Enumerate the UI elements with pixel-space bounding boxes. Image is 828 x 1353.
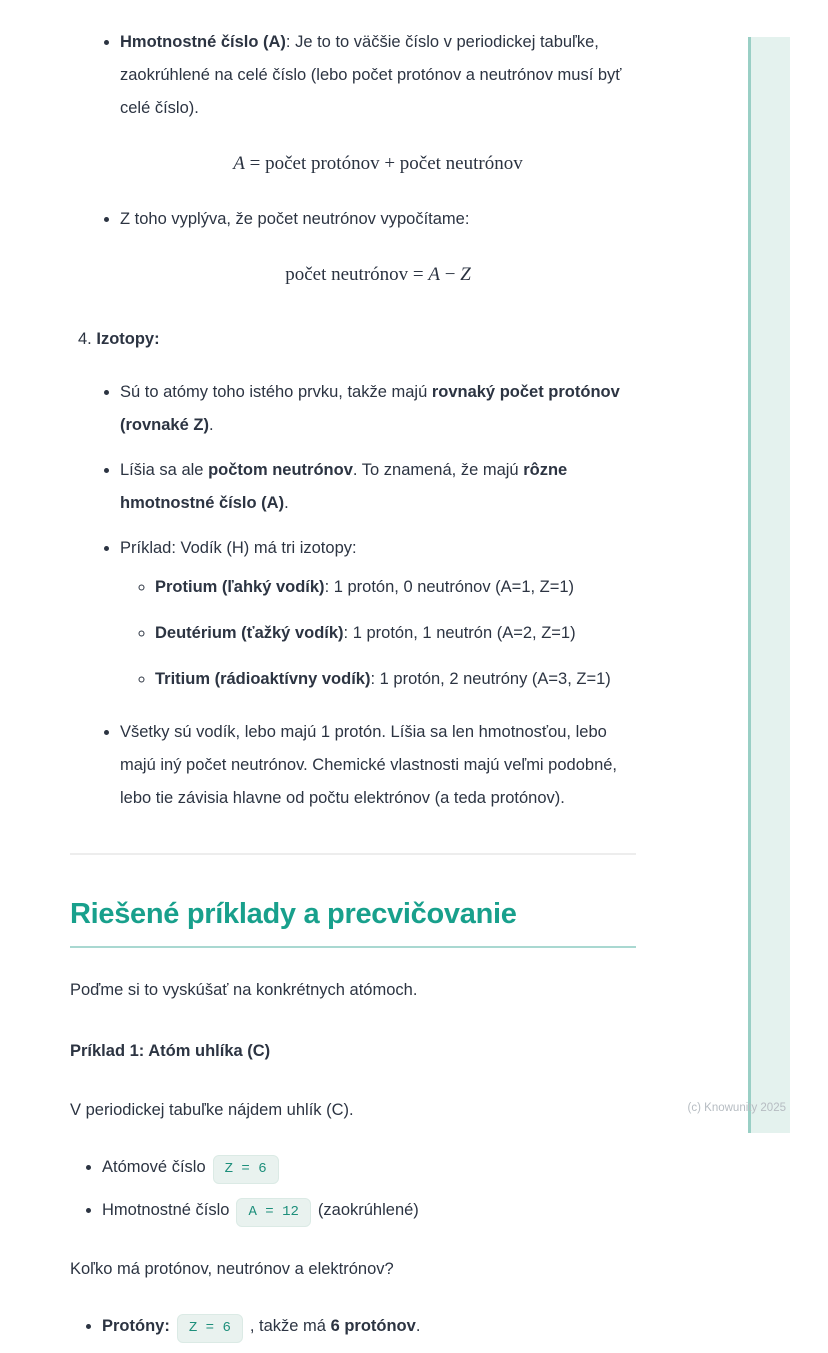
bullet-priklad-vodik [120, 532, 636, 696]
subbullet-deuterium-text: : 1 protón, 1 neutrón (A=2, Z=1) [343, 624, 576, 642]
intro-paragraph: Poďme si to vyskúšať na konkrétnych atómoch. [70, 981, 418, 999]
bullet-z-toho-vyplyva-text: Z toho vyplýva, že počet neutrónov vypočítame: [120, 210, 470, 228]
subbullet-protium-text: : 1 protón, 0 neutrónov (A=1, Z=1) [324, 578, 575, 596]
formula-mass-number-rest: = počet protónov + počet neutrónov [244, 153, 523, 174]
bullet-hmotnostne-cislo-text: : Je to to väčšie číslo v periodickej tabuľke, zaokrúhlené na celé číslo (lebo počet protónov a neutrónov musí byť celé číslo). [120, 33, 622, 117]
example1-find-paragraph: V periodickej tabuľke nájdem uhlík (C). [70, 1101, 354, 1119]
bullet-hmotnostne-cislo [120, 26, 636, 125]
bullet-atomic-number [102, 1151, 636, 1184]
subbullet-deuterium-bold: Deutérium (ťažký vodík) [155, 624, 344, 642]
neutron-list [70, 203, 636, 236]
bullet-priklad-vodik-text: Príklad: Vodík (H) má tri izotopy: [120, 539, 357, 557]
bullet-su-to-atomy-post: . [208, 416, 214, 434]
bullet-z-toho-vyplyva [120, 203, 636, 236]
subbullet-deuterium [155, 617, 636, 650]
question-paragraph: Koľko má protónov, neutrónov a elektrónov? [70, 1260, 394, 1278]
example1-values-list [70, 1151, 636, 1227]
code-badge-a12: A = 12 [236, 1198, 310, 1227]
protons-mid-text: , takže má [249, 1317, 331, 1335]
formula-mass-number-var: A [233, 153, 245, 174]
code-badge-z6: Z = 6 [213, 1155, 279, 1184]
izotopy-number: 4. [78, 330, 92, 348]
formula-neutrons-minus: − [439, 264, 461, 285]
bullet-mass-number [102, 1194, 636, 1227]
code-badge-z6-answer: Z = 6 [177, 1314, 243, 1343]
subbullet-protium-bold: Protium (ľahký vodík) [155, 578, 325, 596]
bullet-lisia-sa-bold1: počtom neutrónov [208, 461, 353, 479]
bullet-vsetky-su-vodik-text: Všetky sú vodík, lebo majú 1 protón. Líšia sa len hmotnosťou, lebo majú iný počet neutrónov. Chemické vlastnosti majú veľmi podobné, lebo tie závisia hlavne od počtu elektrónov (a teda protónov). [120, 723, 618, 807]
formula-neutrons-var-z: Z [460, 264, 471, 285]
izotopy-list [70, 376, 636, 815]
protons-label: Protóny: [102, 1317, 170, 1335]
formula-neutrons-var-a: A [428, 264, 440, 285]
bullet-lisia-sa-post: . [284, 494, 289, 512]
bullet-protons [102, 1310, 636, 1343]
bullet-lisia-sa-mid: . To znamená, že majú [352, 461, 524, 479]
section-divider [70, 853, 636, 855]
example1-title: Príklad 1: Atóm uhlíka (C) [70, 1042, 271, 1060]
protons-count-bold: 6 protónov [330, 1317, 416, 1335]
bullet-su-to-atomy [120, 376, 636, 442]
numbered-izotopy [70, 323, 636, 356]
formula-mass-number [120, 152, 636, 176]
formula-neutrons-pre: počet neutrónov = [285, 264, 429, 285]
subbullet-protium [155, 571, 636, 604]
mass-number-suffix: (zaokrúhlené) [317, 1201, 419, 1219]
subbullet-tritium-text: : 1 protón, 2 neutróny (A=3, Z=1) [370, 670, 611, 688]
subbullet-tritium-bold: Tritium (rádioaktívny vodík) [155, 670, 371, 688]
atomic-number-label: Atómové číslo [102, 1158, 206, 1176]
bullet-lisia-sa [120, 454, 636, 520]
bullet-su-to-atomy-bold: rovnaký počet protónov (rovnaké Z) [120, 383, 620, 434]
protons-post-text: . [415, 1317, 421, 1335]
bullet-su-to-atomy-pre: Sú to atómy toho istého prvku, takže majú [120, 383, 432, 401]
subbullet-tritium [155, 663, 636, 696]
bullet-lisia-sa-bold2: rôzne hmotnostné číslo (A) [120, 461, 568, 512]
bullet-hmotnostne-cislo-bold: Hmotnostné číslo (A) [120, 33, 286, 51]
mass-number-list [70, 26, 636, 125]
mass-number-label: Hmotnostné číslo [102, 1201, 230, 1219]
document-content [70, 26, 636, 1353]
isotope-sublist [120, 571, 636, 696]
izotopy-title: Izotopy: [96, 330, 160, 348]
answer-list [70, 1310, 636, 1343]
section-heading: Riešené príklady a precvičovanie [70, 897, 636, 948]
bullet-vsetky-su-vodik [120, 716, 636, 815]
footer-watermark: (c) Knowunity 2025 [687, 1102, 786, 1114]
bullet-lisia-sa-pre: Líšia sa ale [120, 461, 209, 479]
formula-neutrons [120, 263, 636, 287]
side-accent-bar [748, 37, 790, 1133]
